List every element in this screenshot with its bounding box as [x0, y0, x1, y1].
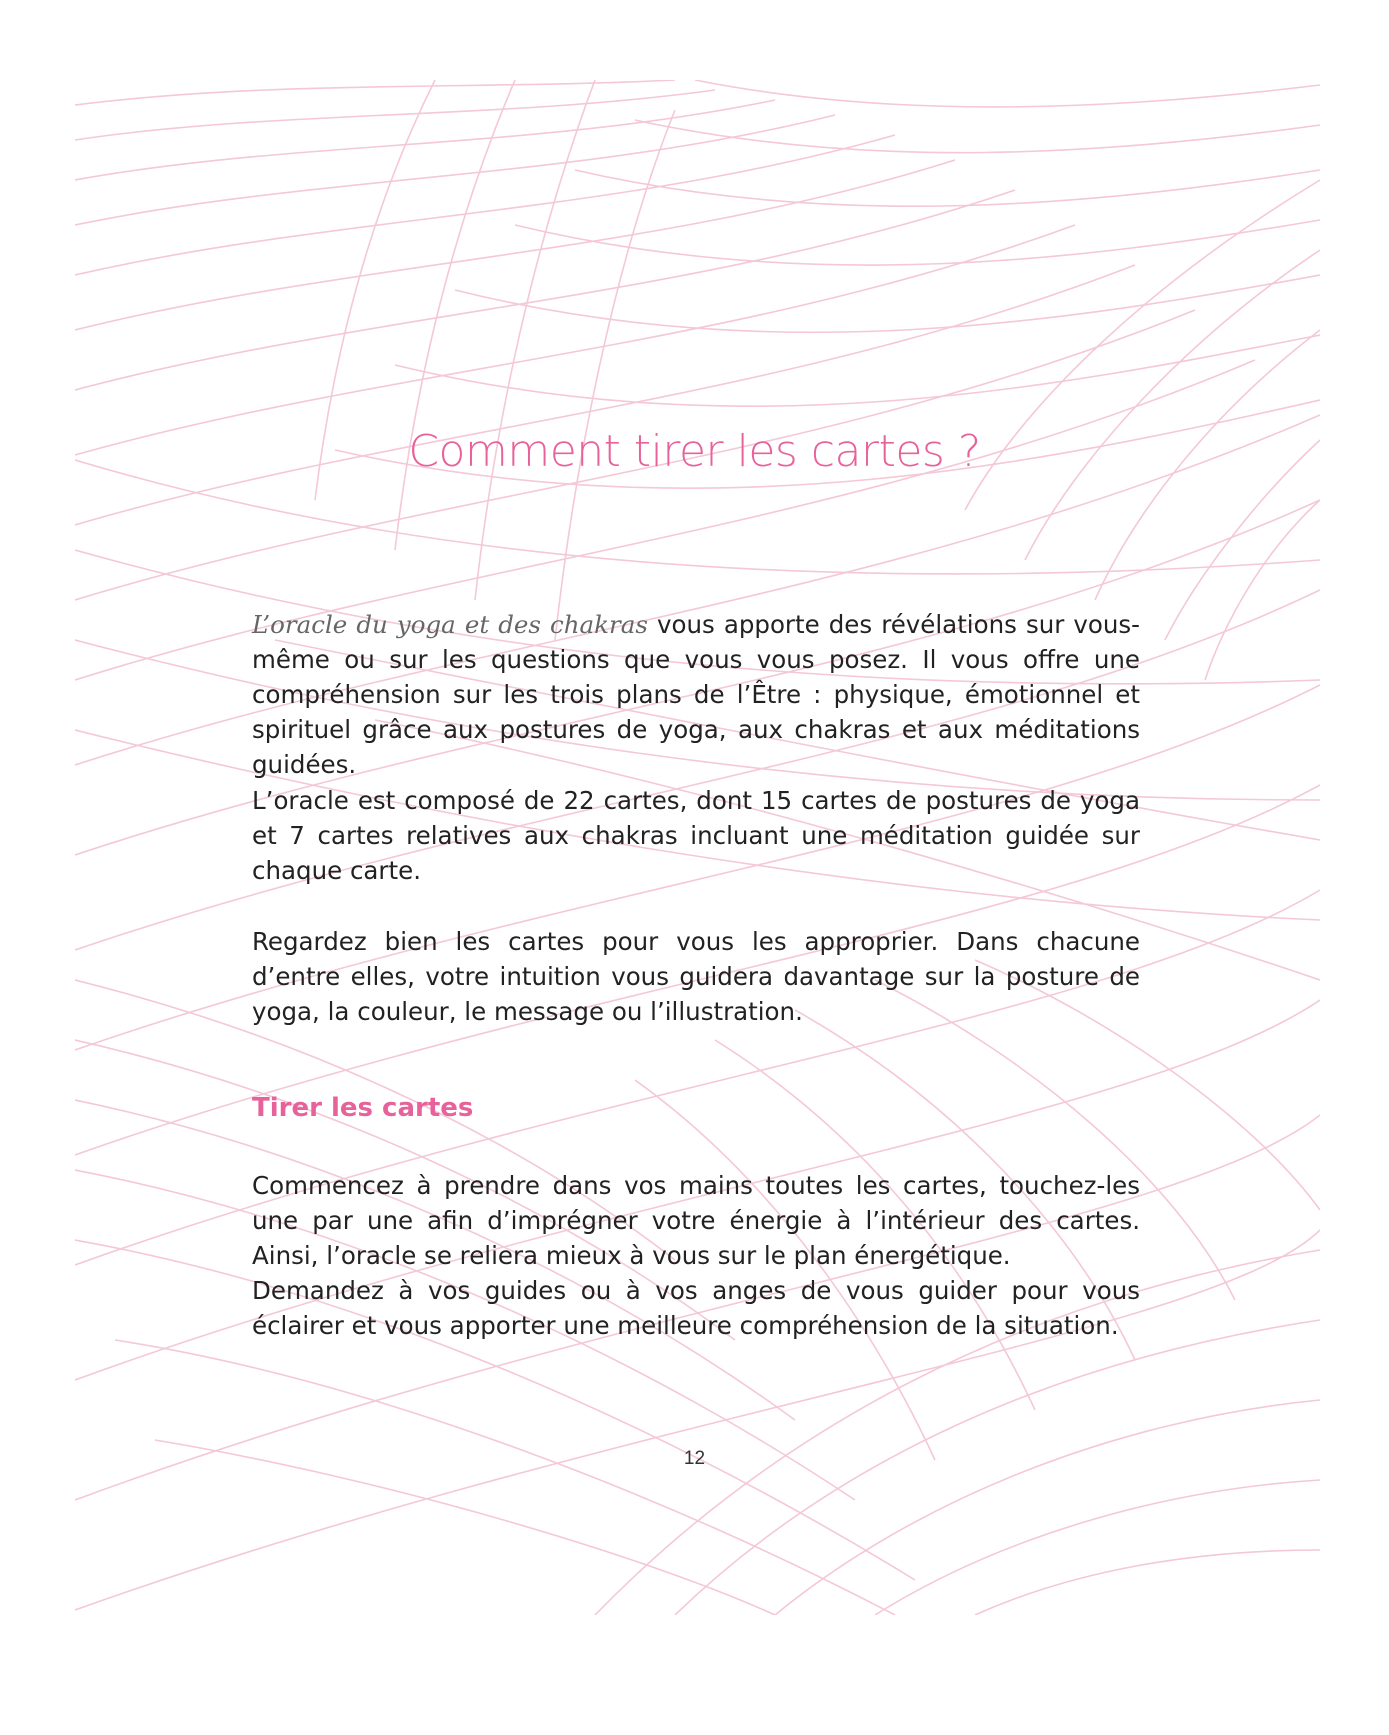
intro-paragraph-text: vous apporte des révélations sur vous-même ou sur les questions que vous vous posez. Il vous offre une compréhension sur les trois plans de l’Être : physique, émotionnel et spirituel grâce aux postures de yoga, aux chakras et aux méditations guidées.: [252, 610, 1141, 779]
composition-text: L’oracle est composé de 22 cartes, dont 15 cartes de postures de yoga et 7 cartes relatives aux chakras incluant une méditation guidée sur chaque carte.: [252, 786, 1140, 885]
section-paragraph-2: Demandez à vos guides ou à vos anges de vous guider pour vous éclairer et vous apporter une meilleure compréhension de la situation.: [252, 1276, 1140, 1340]
page-title: Comment tirer les cartes ?: [408, 426, 981, 477]
intro-paragraph: [252, 607, 1140, 782]
observation-paragraph: [252, 924, 1140, 1029]
section-heading: Tirer les cartes: [252, 1093, 474, 1123]
composition-paragraph: [252, 783, 1140, 888]
oracle-title-italic: L’oracle du yoga et des chakras: [252, 610, 648, 639]
page-number: 12: [683, 1448, 706, 1469]
section-paragraph-1: Commencez à prendre dans vos mains toutes les cartes, touchez-les une par une afin d’imprégner votre énergie à l’intérieur des cartes. Ainsi, l’oracle se reliera mieux à vous sur le plan énergétique.: [252, 1171, 1140, 1270]
section-body: [252, 1168, 1140, 1343]
observation-text: Regardez bien les cartes pour vous les approprier. Dans chacune d’entre elles, votre intuition vous guidera davantage sur la posture de yoga, la couleur, le message ou l’illustration.: [252, 927, 1140, 1026]
